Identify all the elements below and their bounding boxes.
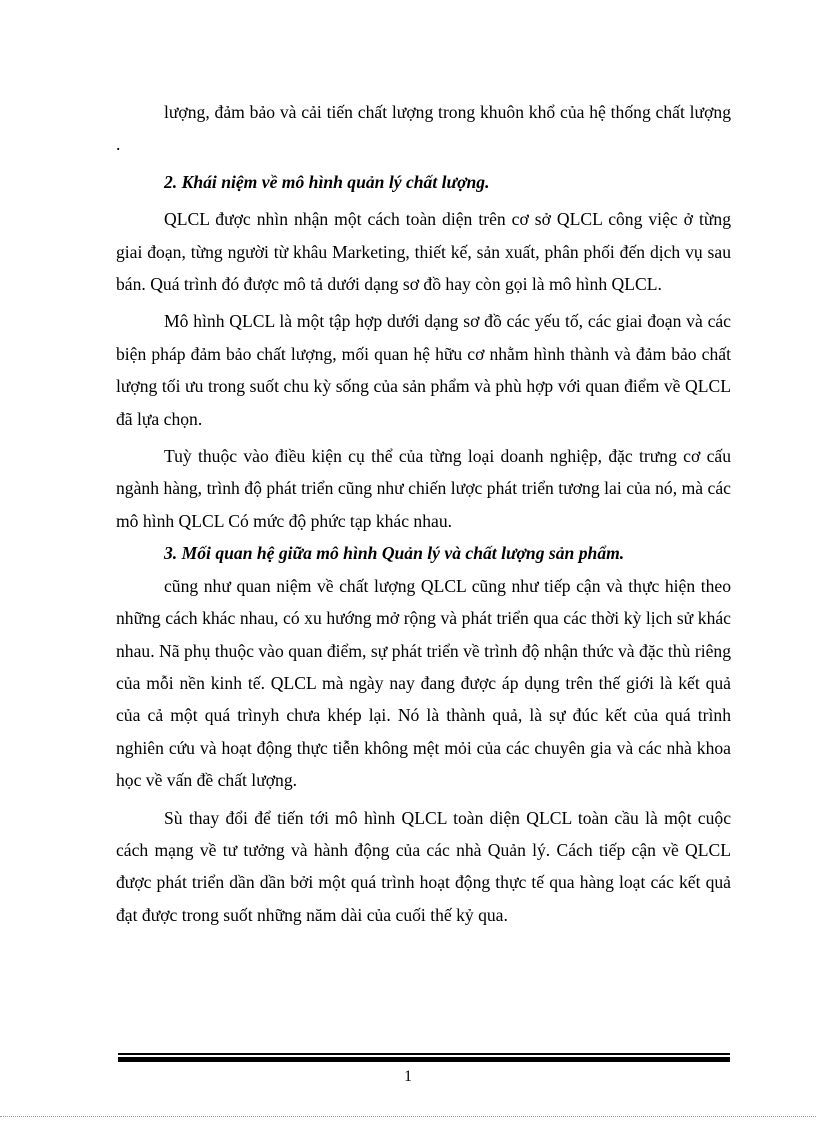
- paragraph: QLCL được nhìn nhận một cách toàn diện trên cơ sở QLCL công việc ở từng giai đoạn, từng người từ khâu Marketing, thiết kế, sản xuất, phân phối đến dịch vụ sau bán. Quá trình đó được mô tả dưới dạng sơ đồ hay còn gọi là mô hình QLCL.: [116, 209, 731, 295]
- page-edge-divider: [0, 1116, 816, 1117]
- footer-rule-thin: [118, 1053, 730, 1055]
- paragraph: Tuỳ thuộc vào điều kiện cụ thể của từng loại doanh nghiệp, đặc trưng cơ cấu ngành hàng, trình độ phát triển cũng như chiến lược phát triển tương lai của nó, mà các mô hình QLCL Có mức độ phức tạp khác nhau.: [116, 446, 731, 531]
- paragraph: Sù thay đổi để tiến tới mô hình QLCL toàn diện QLCL toàn cầu là một cuộc cách mạng về tư tưởng và hành động của các nhà Quản lý. Cách tiếp cận về QLCL được phát triển dần dần bởi một quá trình hoạt động thực tế qua hàng loạt các kết quả đạt được trong suốt những năm dài của cuối thế kỷ qua.: [116, 807, 731, 925]
- page-body: [116, 96, 731, 931]
- paragraph: lượng, đảm bảo và cải tiến chất lượng trong khuôn khổ của hệ thống chất lượng .: [116, 102, 731, 155]
- section-heading-2: 2. Khái niệm về mô hình quản lý chất lượng.: [164, 171, 490, 192]
- section-heading-3: 3. Mối quan hệ giữa mô hình Quản lý và chất lượng sản phẩm.: [164, 543, 625, 564]
- page-number: 1: [404, 1068, 412, 1085]
- paragraph: cũng như quan niệm về chất lượng QLCL cũng như tiếp cận và thực hiện theo những cách khác nhau, có xu hướng mở rộng và phát triển qua các thời kỳ lịch sử khác nhau. Nã phụ thuộc vào quan điểm, sự phát triển về trình độ nhận thức và đặc thù riêng của mỗi nền kinh tế. QLCL mà ngày nay đang được áp dụng trên thế giới là kết quả của cả một quá trìnyh chưa khép lại. Nó là thành quả, là sự đúc kết của quá trình nghiên cứu và hoạt động thực tiễn không mệt mỏi của các chuyên gia và các nhà khoa học về vấn đề chất lượng.: [116, 575, 731, 791]
- paragraph: Mô hình QLCL là một tập hợp dưới dạng sơ đồ các yếu tố, các giai đoạn và các biện pháp đảm bảo chất lượng, mối quan hệ hữu cơ nhằm hình thành và đảm bảo chất lượng tối ưu trong suốt chu kỳ sống của sản phẩm và phù hợp với quan điểm về QLCL đã lựa chọn.: [116, 311, 731, 429]
- footer-rule-thick: [118, 1057, 730, 1062]
